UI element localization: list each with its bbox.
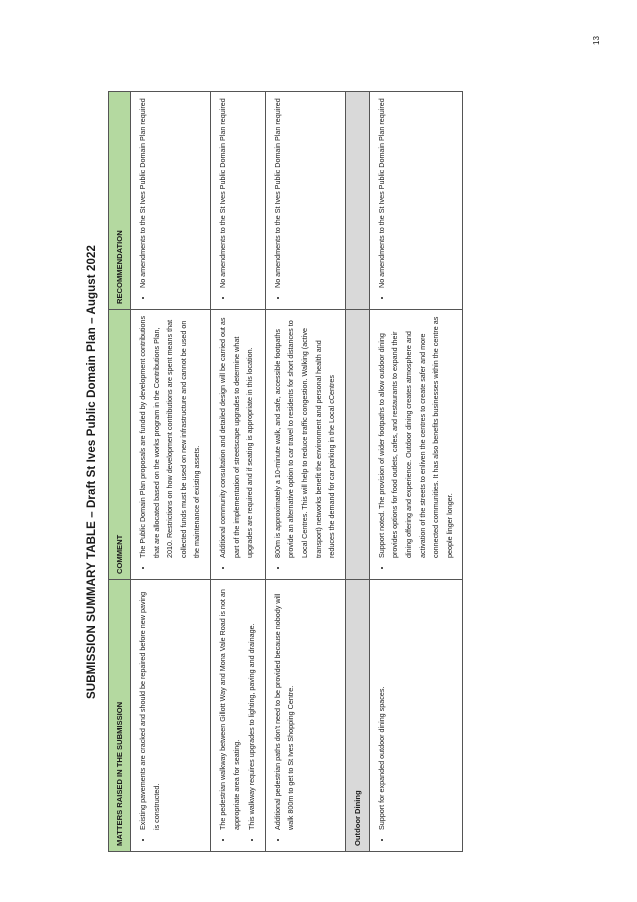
list-item: • Existing pavements are cracked and should be repaired before new paving is constructed. xyxy=(136,585,163,830)
recommendation-cell xyxy=(131,92,211,310)
list-item: • No amendments to the St Ives Public Domain Plan required xyxy=(375,97,389,288)
list-item: • 800m is approximately a 10-minute walk, and safe, accessible footpaths provide an alternative option to car travel to residents for short distances to Local Centres. This will help to reduce traffic congestion. Walking (active transport) networks benefit the environment and personal health and reduces the demand for car parking in the Local cCentres xyxy=(271,315,339,558)
list-item: • Support noted. The provision of wider footpaths to allow outdoor dining provides options for food outlets, cafes, and restaurants to expand their dining offering and experience. Outdoor dining creates atmosphere and activation of the streets to enliven the centres to create safer and more connected communities. It has also benefits businesses within the centre as people linger longer. xyxy=(375,315,457,558)
matters-cell xyxy=(131,580,211,852)
comment-cell xyxy=(210,310,265,580)
comment-cell xyxy=(131,310,211,580)
table-row xyxy=(131,92,211,852)
list-item: • No amendments to the St Ives Public Domain Plan required xyxy=(271,97,285,288)
list-item: • No amendments to the St Ives Public Domain Plan required xyxy=(216,97,230,288)
table-row xyxy=(369,92,463,852)
list-item: • This walkway requires upgrades to lighting, paving and drainage. xyxy=(245,585,259,830)
section-heading-outdoor-dining: Outdoor Dining xyxy=(345,580,369,852)
list-item: • Additional pedestrian paths don't need to be provided because nobody will walk 800m to get to St Ives Shopping Centre. xyxy=(271,585,298,830)
matters-cell xyxy=(210,580,265,852)
rotated-page-content xyxy=(86,92,526,852)
recommendation-cell xyxy=(210,92,265,310)
table-row xyxy=(210,92,265,852)
matters-cell xyxy=(265,580,345,852)
comment-cell xyxy=(369,310,463,580)
list-item: • No amendments to the St Ives Public Domain Plan required xyxy=(136,97,150,288)
submission-summary-table xyxy=(108,91,463,852)
header-recommendation: RECOMMENDATION xyxy=(109,92,131,310)
header-matters: MATTERS RAISED IN THE SUBMISSION xyxy=(109,580,131,852)
list-item: • Support for expanded outdoor dining spaces. xyxy=(375,585,389,830)
comment-cell xyxy=(265,310,345,580)
section-blank-cell xyxy=(345,92,369,310)
recommendation-cell xyxy=(369,92,463,310)
section-blank-cell xyxy=(345,310,369,580)
table-header-row xyxy=(109,92,131,852)
section-row xyxy=(345,92,369,852)
document-title: SUBMISSION SUMMARY TABLE – Draft St Ives Public Domain Plan – August 2022 xyxy=(86,245,98,699)
page-number: 13 xyxy=(592,36,602,45)
table-row xyxy=(265,92,345,852)
matters-cell xyxy=(369,580,463,852)
recommendation-cell xyxy=(265,92,345,310)
list-item: • The pedestrian walkway between Gillott Way and Mona Vale Road is not an appropriate area for seating. xyxy=(216,585,243,830)
header-comment: COMMENT xyxy=(109,310,131,580)
list-item: • The Public Domain Plan proposals are funded by development contributions that are allocated based on the works program in the Contributions Plan, 2010. Restrictions on how development contributions are spent means that collected funds must be used on new infrastructure and cannot be used on the maintenance of existing assets. xyxy=(136,315,204,558)
list-item: • Additional community consultation and detailed design will be carried out as part of the implementation of streetscape upgrades to determine what upgrades are required and if seating is appropriate in this location. xyxy=(216,315,257,558)
